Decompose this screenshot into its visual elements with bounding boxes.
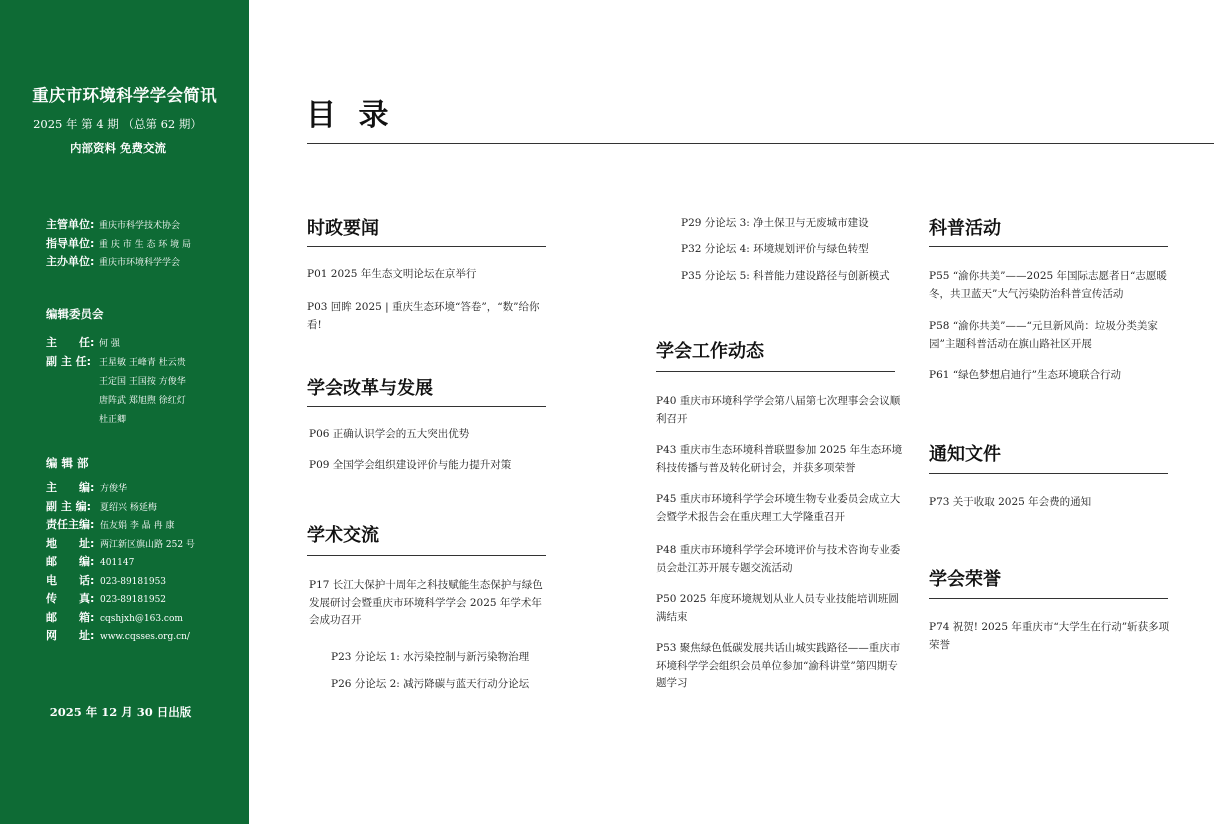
toc-entry[interactable]: P06 正确认识学会的五大突出优势 xyxy=(309,428,470,440)
editor-value: www.cqsses.org.cn/ xyxy=(100,632,190,642)
section-title-news: 时政要闻 xyxy=(307,218,379,239)
editor-row xyxy=(46,535,195,554)
section-title-reform: 学会改革与发展 xyxy=(307,378,433,399)
toc-entry[interactable]: P23 分论坛 1: 水污染控制与新污染物治理 xyxy=(331,651,530,663)
sidebar xyxy=(0,0,249,824)
unit-label: 主办单位: xyxy=(46,255,95,268)
unit-row xyxy=(46,235,191,254)
section-title-notice: 通知文件 xyxy=(929,444,1001,465)
deputy-row xyxy=(46,350,186,369)
deputy-label: 副 主 任: xyxy=(46,355,92,368)
committee-list xyxy=(46,331,186,426)
section-divider xyxy=(307,406,546,407)
deputy-row xyxy=(46,369,186,388)
editor-value: 方俊华 xyxy=(100,484,128,494)
editor-row xyxy=(46,590,195,609)
deputy-names: 王星敏 王峰青 杜云贵 xyxy=(99,358,186,368)
editorial-list xyxy=(46,479,195,646)
toc-entry[interactable]: P32 分论坛 4: 环境规划评价与绿色转型 xyxy=(681,243,869,255)
editor-row xyxy=(46,553,195,572)
editor-row xyxy=(46,572,195,591)
toc-entry[interactable]: P29 分论坛 3: 净土保卫与无废城市建设 xyxy=(681,217,869,229)
section-divider xyxy=(307,246,546,247)
director-label: 主 任: xyxy=(46,336,95,349)
deputy-row xyxy=(46,407,186,426)
unit-row xyxy=(46,216,191,235)
section-title-academic: 学术交流 xyxy=(307,525,379,546)
toc-entry[interactable]: P03 回眸 2025 | 重庆生态环境“答卷”，“数”给你看! xyxy=(307,301,540,331)
section-divider xyxy=(929,246,1168,247)
section-divider xyxy=(307,555,546,556)
editor-value: 023-89181953 xyxy=(100,576,167,587)
toc-entry[interactable]: P74 祝贺! 2025 年重庆市“大学生在行动”斩获多项荣誉 xyxy=(929,621,1170,651)
toc-entry[interactable]: P26 分论坛 2: 减污降碳与蓝天行动分论坛 xyxy=(331,678,530,690)
editor-label: 邮 箱: xyxy=(46,610,95,624)
unit-value: 重庆市科学技术协会 xyxy=(99,221,181,231)
section-divider xyxy=(929,473,1168,474)
editor-row xyxy=(46,609,195,628)
title-divider xyxy=(307,143,1214,144)
unit-value: 重 庆 市 生 态 环 境 局 xyxy=(99,239,192,250)
unit-value: 重庆市环境科学学会 xyxy=(99,258,181,268)
unit-row xyxy=(46,253,191,272)
editor-label: 网 址: xyxy=(46,629,95,642)
editor-row xyxy=(46,479,195,498)
toc-entry[interactable]: P45 重庆市环境科学学会环境生物专业委员会成立大会暨学术报告会在重庆理工大学隆重召开 xyxy=(656,493,901,523)
journal-title: 重庆市环境科学学会简讯 xyxy=(32,86,217,105)
toc-entry[interactable]: P09 全国学会组织建设评价与能力提升对策 xyxy=(309,459,512,471)
editor-row xyxy=(46,498,195,517)
editor-row xyxy=(46,627,195,646)
deputy-names: 唐阵武 郑旭煦 徐红灯 xyxy=(99,396,186,406)
committee-heading: 编辑委员会 xyxy=(46,307,104,321)
deputy-names: 王定国 王国按 方俊华 xyxy=(99,377,186,387)
editor-label: 主 编: xyxy=(46,481,95,494)
toc-entry[interactable]: P01 2025 年生态文明论坛在京举行 xyxy=(307,268,477,280)
publish-date: 2025 年 12 月 30 日出版 xyxy=(49,705,192,719)
editor-label: 传 真: xyxy=(46,592,95,605)
editor-label: 邮 编: xyxy=(46,555,95,568)
toc-entry[interactable]: P61 “绿色梦想启迪行”生态环境联合行动 xyxy=(929,369,1121,381)
toc-entry[interactable]: P58 “渝你共美”——“元旦新风尚：垃圾分类美家园”主题科普活动在旗山路社区开展 xyxy=(929,320,1158,350)
editor-label: 责任主编: xyxy=(46,518,95,531)
deputy-row xyxy=(46,388,186,407)
toc-entry[interactable]: P43 重庆市生态环境科普联盟参加 2025 年生态环境科技传播与普及转化研讨会，并获多项荣誉 xyxy=(656,444,903,474)
toc-entry[interactable]: P40 重庆市环境科学学会第八届第七次理事会会议顺利召开 xyxy=(656,395,901,425)
editor-row xyxy=(46,516,195,535)
section-divider xyxy=(656,371,895,372)
organizing-units xyxy=(46,216,191,272)
editor-label: 副 主 编: xyxy=(46,499,92,513)
director-row xyxy=(46,331,186,350)
unit-label: 主管单位: xyxy=(46,218,95,231)
editor-value: 夏绍兴 杨延梅 xyxy=(100,502,157,513)
toc-entry[interactable]: P55 “渝你共美”——2025 年国际志愿者日“志愿暖冬，共卫蓝天”大气污染防治科普宣传活动 xyxy=(929,270,1167,300)
editor-label: 电 话: xyxy=(46,573,95,587)
section-title-popular: 科普活动 xyxy=(929,218,1001,239)
editor-value: 伍友娟 李 晶 冉 康 xyxy=(100,521,175,531)
page-title: 目 录 xyxy=(306,98,395,133)
editor-value: 401147 xyxy=(100,558,135,568)
toc-entry[interactable]: P35 分论坛 5: 科普能力建设路径与创新模式 xyxy=(681,270,890,282)
toc-entry[interactable]: P53 聚焦绿色低碳发展共话山城实践路径——重庆市环境科学学会组织会员单位参加“渝科讲堂”第四期专题学习 xyxy=(656,642,901,689)
deputy-names: 杜正卿 xyxy=(99,415,127,425)
issue-number: 2025 年 第 4 期 （总第 62 期） xyxy=(33,117,202,131)
toc-entry[interactable]: P48 重庆市环境科学学会环境评价与技术咨询专业委员会赴江苏开展专题交流活动 xyxy=(656,544,901,574)
section-divider xyxy=(929,598,1168,599)
editor-value: cqshjxh@163.com xyxy=(100,613,183,624)
director-value: 何 强 xyxy=(99,339,120,349)
editorial-heading: 编 辑 部 xyxy=(46,456,89,470)
editor-value: 两江新区旗山路 252 号 xyxy=(100,539,195,550)
editor-value: 023-89181952 xyxy=(100,595,167,605)
editor-label: 地 址: xyxy=(46,536,95,550)
distribution-note: 内部资料 免费交流 xyxy=(69,141,166,155)
unit-label: 指导单位: xyxy=(46,236,95,250)
section-title-honor: 学会荣誉 xyxy=(929,569,1001,590)
toc-entry[interactable]: P73 关于收取 2025 年会费的通知 xyxy=(929,496,1092,508)
toc-entry[interactable]: P17 长江大保护十周年之科技赋能生态保护与绿色发展研讨会暨重庆市环境科学学会 2025 年学术年会成功召开 xyxy=(309,579,543,626)
toc-entry[interactable]: P50 2025 年度环境规划从业人员专业技能培训班圆满结束 xyxy=(656,593,899,623)
section-title-work: 学会工作动态 xyxy=(656,341,764,362)
